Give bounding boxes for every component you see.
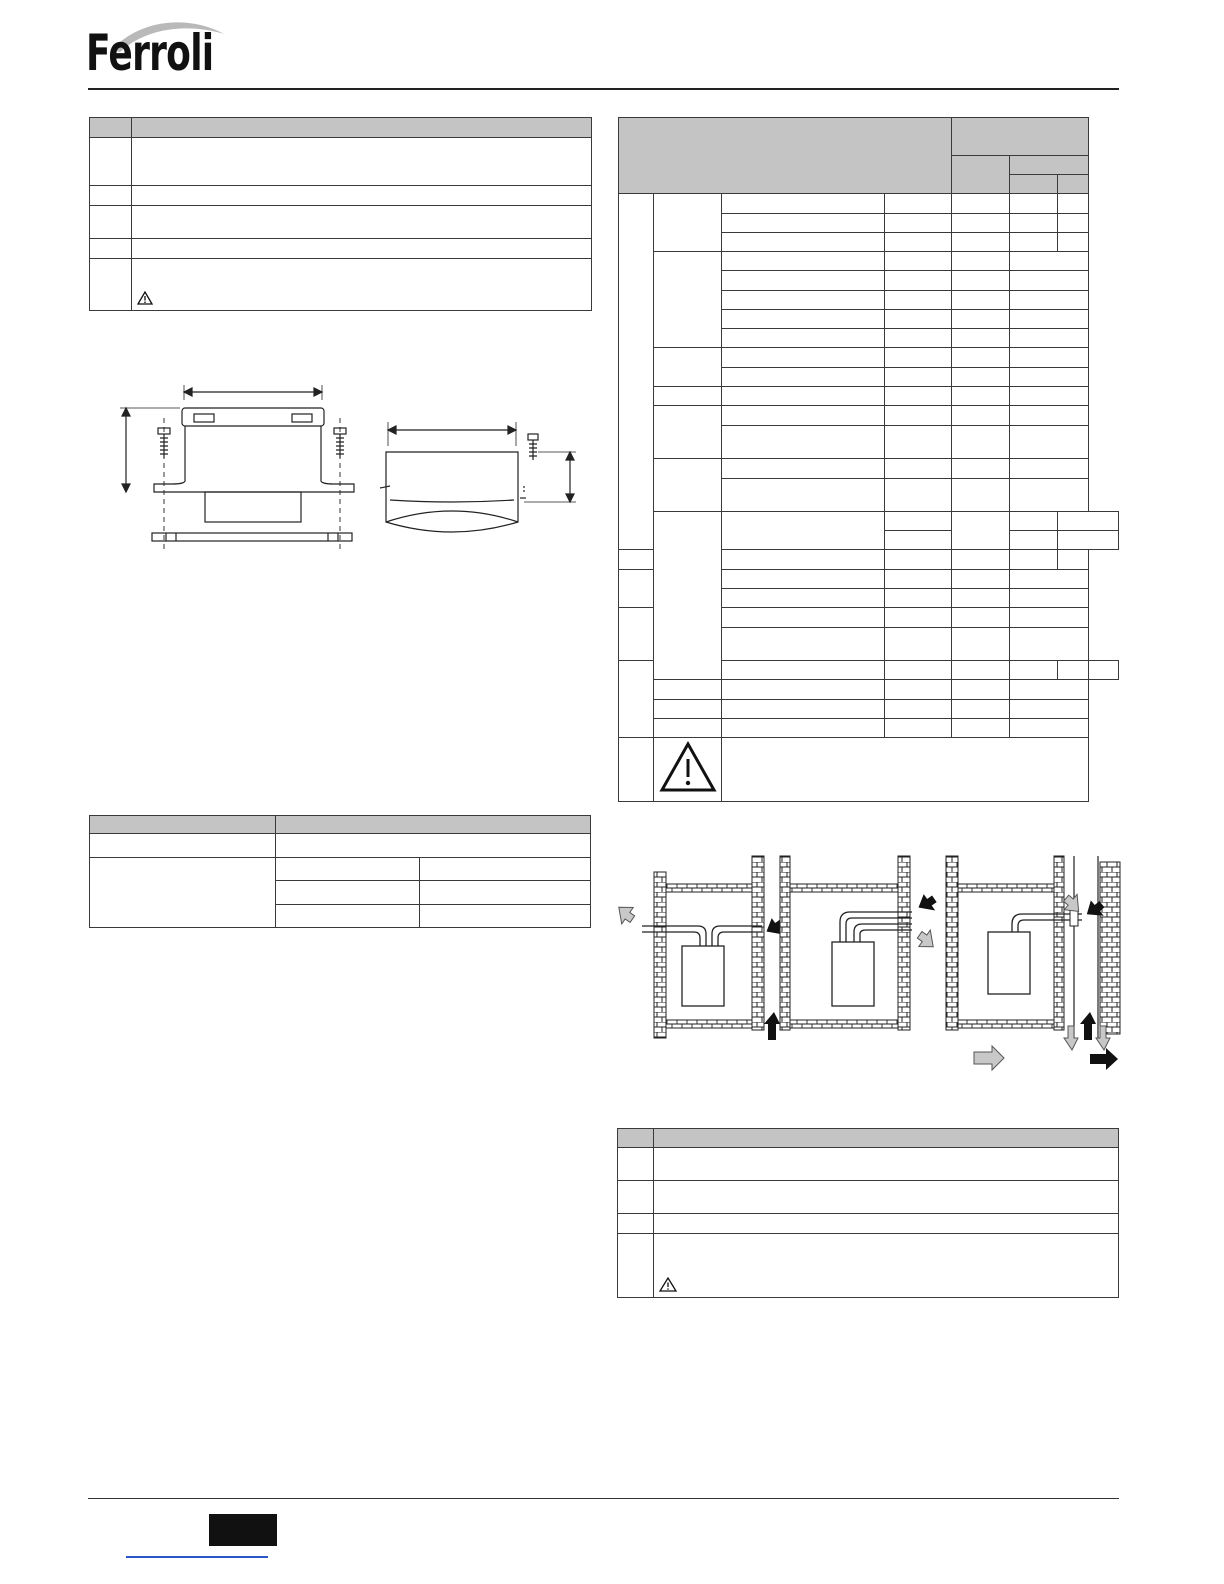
table-row [619, 406, 1119, 426]
scene-1 [612, 856, 788, 1040]
brand-wordmark: Ferroli [86, 24, 214, 82]
scene-3 [946, 856, 1120, 1050]
table-row [618, 1234, 1119, 1298]
legend-header-code [90, 118, 132, 138]
table-header-main [619, 118, 952, 194]
table-row [90, 239, 592, 259]
footer-rule [88, 1498, 1119, 1499]
black-arrow-icon [1090, 1048, 1118, 1070]
warning-triangle-icon [137, 291, 153, 305]
table-row [619, 700, 1119, 719]
scene-2 [780, 856, 940, 1030]
table-row [90, 259, 592, 311]
legend-table-right [617, 1128, 1119, 1298]
table-row [619, 512, 1119, 531]
legend-table-left [89, 117, 592, 311]
table-row [619, 348, 1119, 368]
table-row [90, 858, 591, 881]
terminal-fitting-drawing [110, 380, 590, 560]
table-row [619, 387, 1119, 406]
table-row [90, 138, 592, 186]
warning-triangle-icon [659, 741, 717, 793]
screw-left-icon [158, 428, 170, 458]
table-row [619, 252, 1119, 271]
table-row [618, 1148, 1119, 1181]
table-row [619, 719, 1119, 738]
brand-logo [86, 16, 226, 80]
spec-table-left [89, 815, 591, 928]
pipe-length-table [618, 117, 1119, 802]
table-row [90, 206, 592, 239]
page-number-tab [209, 1514, 277, 1546]
header-rule [88, 88, 1119, 90]
light-grey-arrow-icon [974, 1046, 1004, 1070]
table-row [619, 194, 1119, 214]
table-row [618, 1181, 1119, 1214]
table-row [618, 1214, 1119, 1234]
footer-link-underline[interactable] [126, 1556, 268, 1558]
warning-triangle-icon [659, 1277, 677, 1292]
table-row [619, 680, 1119, 700]
table-row [90, 834, 591, 858]
table-row [90, 186, 592, 206]
table-header-values [952, 118, 1089, 156]
legend-header-description [132, 118, 592, 138]
table-row [619, 459, 1119, 479]
table-row-warning [619, 738, 1119, 802]
flue-installation-diagram [612, 852, 1124, 1074]
